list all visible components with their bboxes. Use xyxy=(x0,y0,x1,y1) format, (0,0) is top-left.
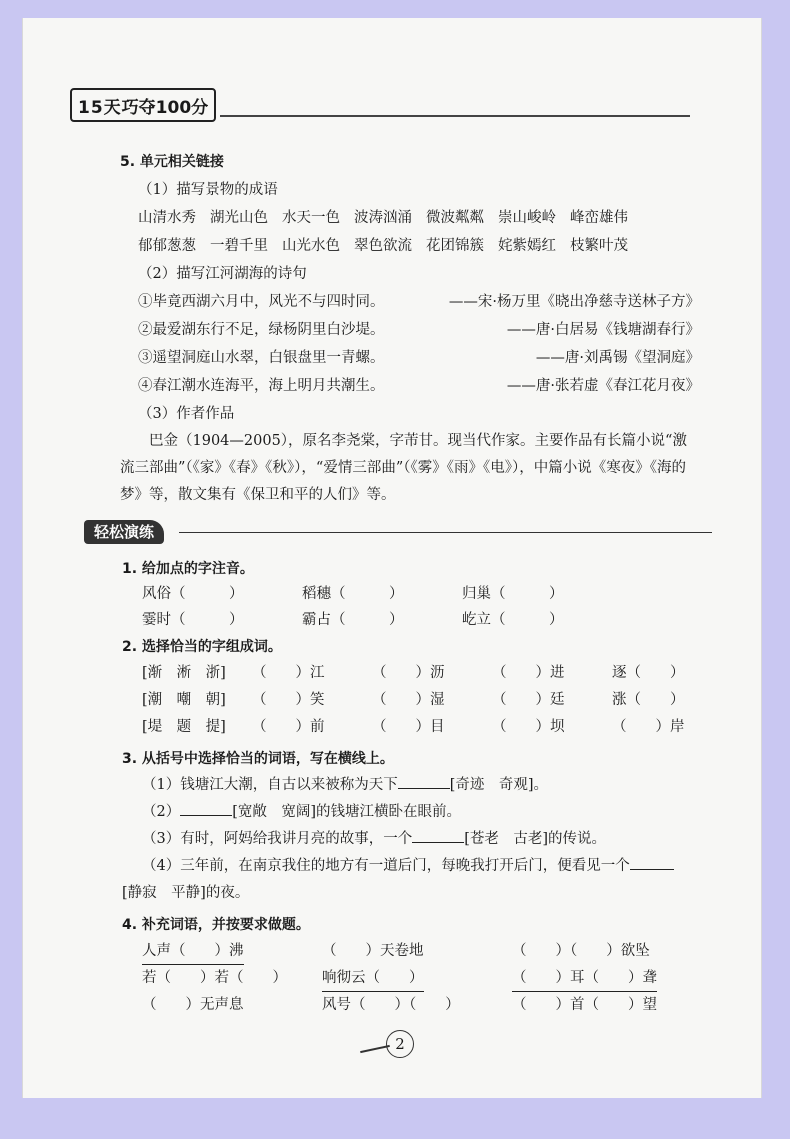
word-blank[interactable]: （ ）岸 xyxy=(612,719,685,735)
idiom-fill-grid xyxy=(142,938,712,1018)
answer-line[interactable] xyxy=(180,815,232,816)
poem-line xyxy=(120,344,700,372)
page-number-badge xyxy=(372,1030,412,1060)
char-options: [渐 淅 浙] xyxy=(142,665,226,681)
word-choice-grid xyxy=(142,660,712,741)
idiom: 水天一色 xyxy=(282,210,340,226)
q3-item-text: （4）三年前，在南京我住的地方有一道后门，每晚我打开后门，便看见一个 xyxy=(142,858,630,874)
word-blank[interactable]: （ ）湿 xyxy=(372,692,445,708)
brand-text: 巧夺100分 xyxy=(121,97,209,118)
q3-item-1 xyxy=(122,772,712,799)
section-rule xyxy=(179,532,712,533)
idioms-row-1 xyxy=(120,204,700,232)
poem-line xyxy=(120,316,700,344)
idiom-blank[interactable]: 响彻云（ ） xyxy=(322,965,424,992)
idiom: 一碧千里 xyxy=(210,238,268,254)
question-4-title: 4. 补充词语，并按要求做题。 xyxy=(122,917,310,933)
pinyin-item[interactable]: 屹立（ ） xyxy=(462,612,564,628)
word-blank[interactable]: （ ）笑 xyxy=(252,692,325,708)
idiom: 郁郁葱葱 xyxy=(138,238,196,254)
idiom: 波涛汹涌 xyxy=(354,210,412,226)
idiom: 花团锦簇 xyxy=(426,238,484,254)
word-blank[interactable]: （ ）江 xyxy=(252,665,325,681)
practice-section-title: 轻松演练 xyxy=(84,520,164,544)
char-options: [堤 题 提] xyxy=(142,719,226,735)
word-blank[interactable]: （ ）廷 xyxy=(492,692,565,708)
question-3-title: 3. 从括号中选择恰当的词语，写在横线上。 xyxy=(122,751,394,767)
pinyin-items xyxy=(142,582,712,632)
header-rule xyxy=(220,115,690,117)
idioms-row-2 xyxy=(120,232,700,260)
author-heading: （3）作者作品 xyxy=(138,406,235,422)
q3-item-text: （1）钱塘江大潮，自古以来被称为天下 xyxy=(142,777,398,793)
unit-links-section xyxy=(120,148,700,509)
poem-text: ③遥望洞庭山水翠，白银盘里一青螺。 xyxy=(138,350,385,366)
word-blank[interactable]: 逐（ ） xyxy=(612,665,685,681)
idiom: 枝繁叶茂 xyxy=(570,238,628,254)
answer-line[interactable] xyxy=(398,788,450,789)
word-blank[interactable]: （ ）沥 xyxy=(372,665,445,681)
q3-item-3 xyxy=(122,826,712,853)
q3-item-options: [静寂 平静]的夜。 xyxy=(122,885,250,901)
practice-section-bar xyxy=(84,520,712,546)
pinyin-item[interactable]: 风俗（ ） xyxy=(142,586,244,602)
brand-logo xyxy=(70,88,216,122)
q3-item-options: [苍老 古老]的传说。 xyxy=(464,831,607,847)
page-number: 2 xyxy=(386,1030,414,1058)
idiom-blank[interactable]: （ ）无声息 xyxy=(142,997,244,1013)
poem-source: ——唐·张若虚《春江花月夜》 xyxy=(506,378,700,394)
idiom: 翠色欲流 xyxy=(354,238,412,254)
poem-text: ①毕竟西湖六月中，风光不与四时同。 xyxy=(138,294,385,310)
question-2-title: 2. 选择恰当的字组成词。 xyxy=(122,639,282,655)
poem-source: ——唐·刘禹锡《望洞庭》 xyxy=(535,350,700,366)
question-1-title: 1. 给加点的字注音。 xyxy=(122,561,254,577)
question-4 xyxy=(122,912,712,1018)
pinyin-item[interactable]: 稻穗（ ） xyxy=(302,586,404,602)
answer-line[interactable] xyxy=(630,869,674,870)
word-blank[interactable]: 涨（ ） xyxy=(612,692,685,708)
unit-links-title: 5. 单元相关链接 xyxy=(120,154,224,170)
idiom-blank[interactable]: （ ）（ ）欲坠 xyxy=(512,943,650,959)
pinyin-item[interactable]: 霸占（ ） xyxy=(302,612,404,628)
idiom: 湖光山色 xyxy=(210,210,268,226)
pinyin-item[interactable]: 归巢（ ） xyxy=(462,586,564,602)
word-blank[interactable]: （ ）前 xyxy=(252,719,325,735)
poem-source: ——宋·杨万里《晓出净慈寺送林子方》 xyxy=(448,294,700,310)
idiom-blank[interactable]: （ ）天卷地 xyxy=(322,943,424,959)
answer-line[interactable] xyxy=(412,842,464,843)
q3-item-4 xyxy=(122,853,712,880)
q3-item-options: [奇迹 奇观]。 xyxy=(449,777,549,793)
q3-item-text: （2） xyxy=(142,804,181,820)
scenery-idioms-heading: （1）描写景物的成语 xyxy=(138,182,278,198)
q3-item-text: （3）有时，阿妈给我讲月亮的故事，一个 xyxy=(142,831,413,847)
idiom-blank[interactable]: 风号（ ）（ ） xyxy=(322,997,460,1013)
idiom-blank[interactable]: （ ）耳（ ）聋 xyxy=(512,965,657,992)
q3-item-2 xyxy=(122,799,712,826)
book-header xyxy=(70,88,690,120)
poem-line xyxy=(120,288,700,316)
idiom: 崇山峻岭 xyxy=(498,210,556,226)
poem-text: ④春江潮水连海平，海上明月共潮生。 xyxy=(138,378,385,394)
question-2 xyxy=(122,634,712,741)
idiom: 微波粼粼 xyxy=(426,210,484,226)
idiom: 山清水秀 xyxy=(138,210,196,226)
q3-item-4-cont xyxy=(122,880,712,907)
char-options: [潮 嘲 朝] xyxy=(142,692,226,708)
pinyin-item[interactable]: 霎时（ ） xyxy=(142,612,244,628)
brand-number: 15天 xyxy=(78,97,122,118)
author-bio: 巴金（1904—2005），原名李尧棠，字芾甘。现当代作家。主要作品有长篇小说“激流三部曲”（《家》《春》《秋》），“爱情三部曲”（《雾》《雨》《电》），中篇小说《寒夜》《海的梦》等，散文集有《保卫和平的人们》等。 xyxy=(120,433,687,503)
idiom: 姹紫嫣红 xyxy=(498,238,556,254)
poem-text: ②最爱湖东行不足，绿杨阴里白沙堤。 xyxy=(138,322,385,338)
q3-item-options: [宽敞 宽阔]的钱塘江横卧在眼前。 xyxy=(232,804,462,820)
idiom-blank[interactable]: 若（ ）若（ ） xyxy=(142,970,287,986)
question-3 xyxy=(122,746,712,907)
poem-line xyxy=(120,372,700,400)
poems-heading: （2）描写江河湖海的诗句 xyxy=(138,266,307,282)
idiom-blank[interactable]: （ ）首（ ）望 xyxy=(512,997,657,1013)
idiom: 峰峦雄伟 xyxy=(570,210,628,226)
word-blank[interactable]: （ ）进 xyxy=(492,665,565,681)
word-blank[interactable]: （ ）坝 xyxy=(492,719,565,735)
poem-source: ——唐·白居易《钱塘湖春行》 xyxy=(506,322,700,338)
question-1 xyxy=(122,556,712,632)
word-blank[interactable]: （ ）目 xyxy=(372,719,445,735)
idiom-blank[interactable]: 人声（ ）沸 xyxy=(142,938,244,965)
idiom: 山光水色 xyxy=(282,238,340,254)
